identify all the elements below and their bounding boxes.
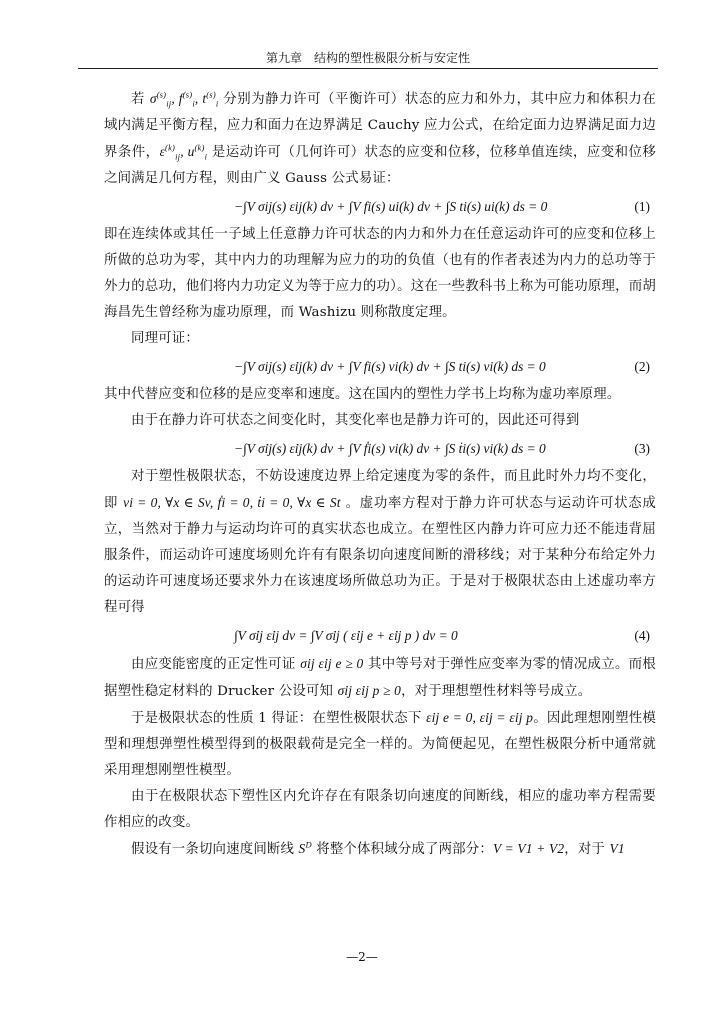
- paragraph-5: 由于在静力许可状态之间变化时，其变化率也是静力许可的，因此还可得到: [131, 413, 580, 428]
- paragraph-1: 若 $\sigma^{(s)}_{ij}$, $f^{(s)}_i$, $t^{(s)}_i$ 分别为静力许可（平衡许可）状态的应力和外力，其中应力和体积力在域内满足平衡方程，应力和面力在边界满足 Cauchy 应力公式，在给定面力边界满足面力边界条件，$\varepsilon^{(k)}_{ij}$, $u^{(k)}_i$ 是运动许可（几何许可）状态的应变和位移，位移单值连续，应变和位移之间满足几何方程，则由广义 Gauss 公式易证：: [104, 89, 656, 186]
- math-volume-1: V1: [609, 841, 625, 856]
- equation-4: [104, 621, 656, 651]
- math-displacement-k: , $u^{(k)}_i$: [180, 142, 208, 162]
- math-plastic-power: σ̇ij ε̇ij p ≥ 0: [337, 683, 402, 698]
- paragraph-8: 于是极限状态的性质 1 得证：在塑性极限状态下 ε̇ij e = 0, ε̇ij = ε̇ij p。因此理想刚塑性模型和理想弹塑性模型得到的极限载荷是完全一样的。为简便起见，在塑性极限分析中通常就采用理想刚塑性模型。: [104, 710, 656, 778]
- paragraph-9: 由于在极限状态下塑性区内允许存在有限条切向速度的间断线，相应的虚功率方程需要作相应的改变。: [104, 789, 656, 830]
- running-header: 第九章 结构的塑性极限分析与安定性: [78, 50, 658, 69]
- math-bodyforce-s: , $f^{(s)}_i$: [171, 89, 195, 109]
- paragraph-6: 对于塑性极限状态，不妨设速度边界上给定速度为零的条件，而且此时外力均不变化，即 vi = 0, ∀x ∈ Sv, ḟi = 0, ṫi = 0, ∀x ∈ St 。虚功率方程对于静力许可状态与运动许可状态成立，当然对于静力与运动均许可的真实状态也成立。在塑性区内静力许可应力还不能违背屈服条件，而运动许可速度场则允许有有限条切向速度间断的滑移线；对于某种分布给定外力的运动许可速度场还要求外力在该速度场所做总功为正。于是对于极限状态由上述虚功率方程可得: [104, 469, 657, 615]
- equation-2-number: (2): [634, 359, 650, 374]
- paragraph-7: 由应变能密度的正定性可证 σ̇ij ε̇ij e ≥ 0 其中等号对于弹性应变率为零的情况成立。而根据塑性稳定材料的 Drucker 公设可知 σ̇ij ε̇ij p ≥ 0，对于理想塑性材料等号成立。: [104, 656, 656, 699]
- page-number: —2—: [346, 950, 378, 964]
- math-stress-s: $\sigma^{(s)}_{ij}$: [149, 89, 172, 109]
- math-elastic-power: σ̇ij ε̇ij e ≥ 0: [300, 656, 364, 671]
- equation-1: [104, 192, 656, 222]
- math-boundary-conditions: vi = 0, ∀x ∈ Sv, ḟi = 0, ṫi = 0, ∀x ∈ St: [123, 495, 341, 510]
- equation-3: [104, 434, 656, 464]
- equation-1-expression: −∫V σij(s) εij(k) dv + ∫V fi(s) ui(k) dv + ∫S ti(s) ui(k) ds = 0: [234, 199, 548, 214]
- paragraph-4: 其中代替应变和位移的是应变率和速度。这在国内的塑性力学书上均称为虚功率原理。: [104, 387, 621, 402]
- page-body: [104, 86, 656, 863]
- math-strain-k: $\varepsilon^{(k)}_{ij}$: [159, 142, 181, 162]
- equation-4-number: (4): [634, 628, 650, 643]
- math-limit-state-strain: ε̇ij e = 0, ε̇ij = ε̇ij p: [426, 710, 534, 725]
- equation-3-expression: −∫V σ̇ij(s) ε̇ij(k) dv + ∫V ḟi(s) vi(k) dv + ∫S ṫi(s) vi(k) ds = 0: [234, 441, 546, 456]
- math-discontinuity-line: $S^D$: [298, 839, 312, 856]
- paragraph-10: 假设有一条切向速度间断线 $S^D$ 将整个体积域分成了两部分：V = V1 + V2，对于 V1: [131, 839, 625, 857]
- equation-3-number: (3): [634, 441, 650, 456]
- paragraph-2: 即在连续体或其任一子域上任意静力许可状态的内力和外力在任意运动许可的应变和位移上所做的总功为零，其中内力的功理解为应力的功的负值（也有的作者表述为内力的总功等于外力的总功，他们将内力功定义为等于应力的功）。这在一些教科书上称为可能功原理，而胡海昌先生曾经称为虚功原理，而 Washizu 则称散度定理。: [104, 227, 656, 320]
- equation-1-number: (1): [634, 199, 650, 214]
- equation-2: [104, 352, 656, 382]
- math-traction-s: , $t^{(s)}_i$: [194, 89, 219, 109]
- paragraph-3: 同理可证：: [131, 331, 199, 346]
- equation-2-expression: −∫V σij(s) ε̇ij(k) dv + ∫V fi(s) vi(k) dv + ∫S ti(s) vi(k) ds = 0: [234, 359, 546, 374]
- math-volume-split: V = V1 + V2: [492, 841, 565, 856]
- equation-4-expression: ∫V σ̇ij ε̇ij dv = ∫V σ̇ij ( ε̇ij e + ε̇ij p ) dv = 0: [234, 628, 458, 643]
